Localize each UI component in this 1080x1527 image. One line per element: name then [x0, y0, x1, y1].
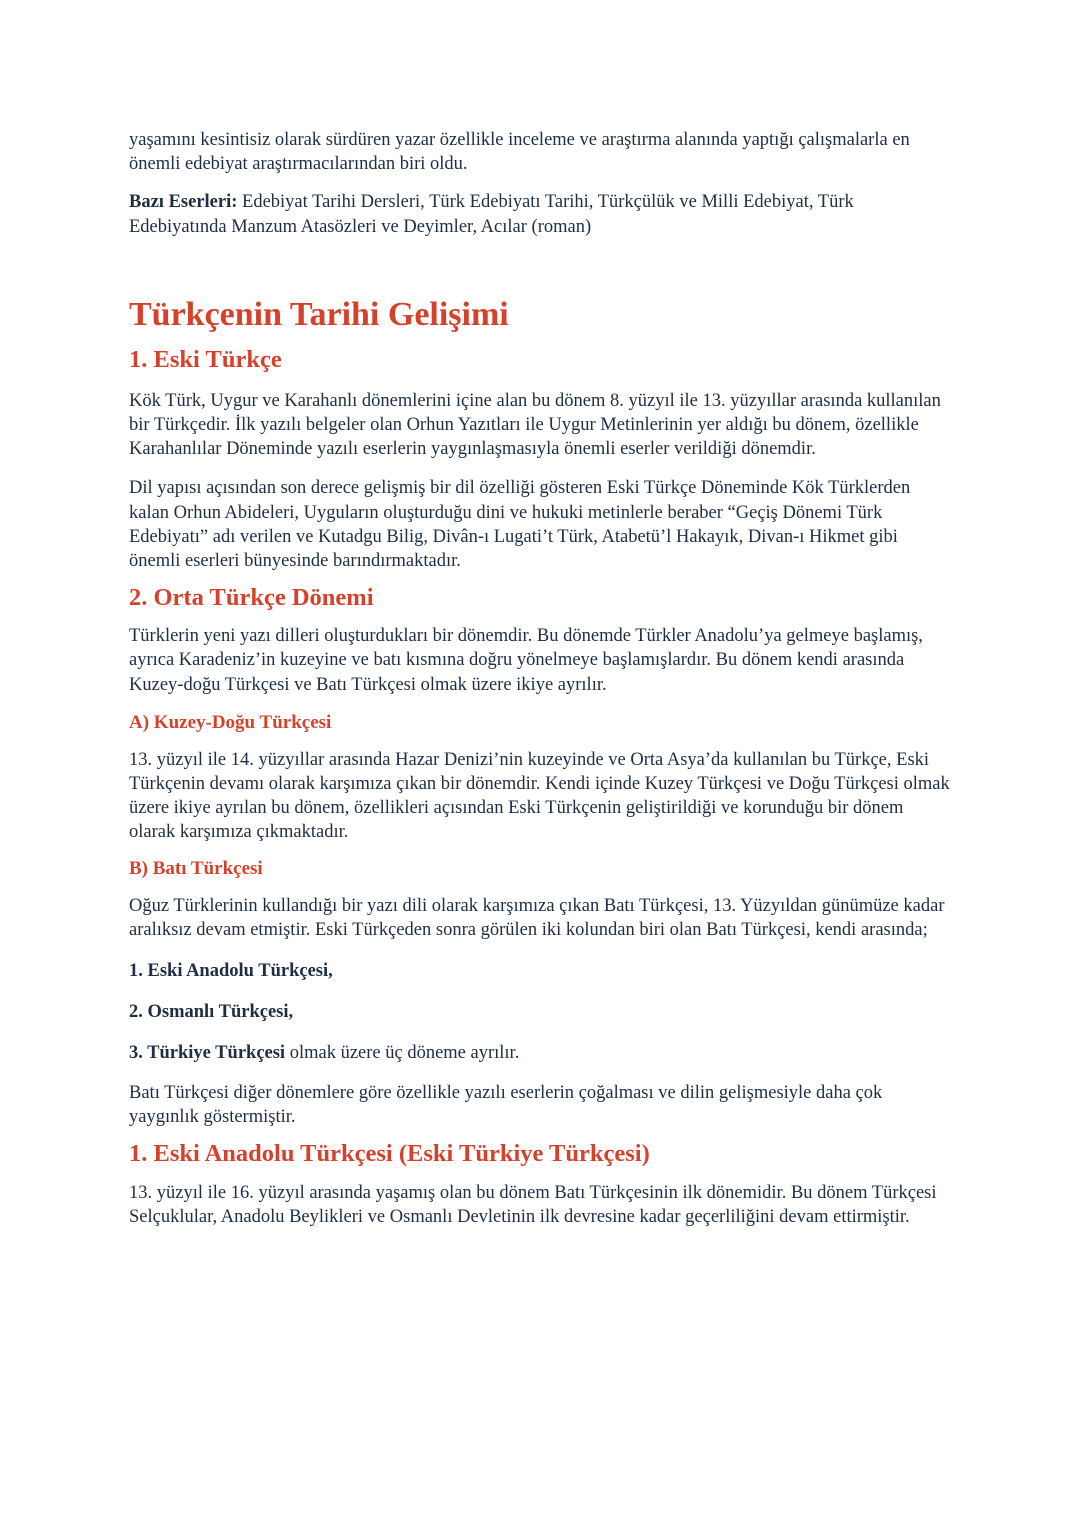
orta-turkce-paragraph: Türklerin yeni yazı dilleri oluşturdukları bir dönemdir. Bu dönemde Türkler Anadolu’ya gelmeye başlamış, ayrıca Karadeniz’in kuzeyine ve batı kısmına doğru yönelmeye başlamışlardır. Bu dönem kendi arasında Kuzey-doğu Türkçesi ve Batı Türkçesi olmak üzere ikiye ayrılır. [129, 626, 923, 695]
works-text: Edebiyat Tarihi Dersleri, Türk Edebiyatı Tarihi, Türkçülük ve Milli Edebiyat, Türk Edebiyatında Manzum Atasözleri ve Deyimler, Acılar (roman) [129, 192, 854, 237]
page-title: Türkçenin Tarihi Gelişimi [129, 295, 509, 333]
eski-turkce-paragraph-1: Kök Türk, Uygur ve Karahanlı dönemlerini içine alan bu dönem 8. yüzyıl ile 13. yüzyıllar arasında kullanılan bir Türkçedir. İlk yazılı belgeler olan Orhun Yazıtları ile Uygur Metinlerinin yer aldığı bu dönem, özellikle Karahanlılar Döneminde yazılı eserlerin yaygınlaşmasıyla önemli eserler verildiği dönemdir. [129, 390, 941, 460]
list-item-1: 1. Eski Anadolu Türkçesi, [129, 961, 333, 982]
subheading-kuzey-dogu: A) Kuzey-Doğu Türkçesi [129, 711, 332, 733]
section-heading-orta-turkce: 2. Orta Türkçe Dönemi [129, 584, 374, 612]
section-heading-eski-turkce: 1. Eski Türkçe [129, 345, 282, 373]
works-label: Bazı Eserleri: [129, 192, 238, 213]
list-item-3-rest: olmak üzere üç döneme ayrılır. [285, 1043, 520, 1064]
eski-turkce-paragraph-2: Dil yapısı açısından son derece gelişmiş bir dil özelliği gösteren Eski Türkçe Döneminde Kök Türklerden kalan Orhun Abideleri, Uyguların oluşturduğu dini ve hukuki metinlerle beraber “Geçiş Dönemi Türk Edebiyatı” adı verilen ve Kutadgu Bilig, Divân-ı Lugati’t Türk, Atabetü’l Hakayık, Divan-ı Hikmet gibi önemli eserleri bünyesinde barındırmaktadır. [129, 478, 911, 572]
bati-turkcesi-paragraph: Oğuz Türklerinin kullandığı bir yazı dili olarak karşımıza çıkan Batı Türkçesi, 13. Yüzyıldan günümüze kadar aralıksız devam etmiştir. Eski Türkçeden sonra görülen iki kolundan biri olan Batı Türkçesi, kendi arasında; [129, 895, 945, 940]
subheading-bati-turkcesi: B) Batı Türkçesi [129, 857, 263, 879]
bati-turkcesi-closing: Batı Türkçesi diğer dönemlere göre özellikle yazılı eserlerin çoğalması ve dilin gelişmesiyle daha çok yaygınlık göstermiştir. [129, 1082, 883, 1127]
section-heading-eski-anadolu: 1. Eski Anadolu Türkçesi (Eski Türkiye Türkçesi) [129, 1140, 650, 1168]
intro-paragraph: yaşamını kesintisiz olarak sürdüren yazar özellikle inceleme ve araştırma alanında yaptığı çalışmalarla en önemli edebiyat araştırmacılarından biri oldu. [129, 130, 910, 175]
list-item-3 [129, 1041, 952, 1065]
list-item-3-bold: 3. Türkiye Türkçesi [129, 1043, 286, 1064]
works-paragraph [129, 190, 952, 238]
kuzey-dogu-paragraph: 13. yüzyıl ile 14. yüzyıllar arasında Hazar Denizi’nin kuzeyinde ve Orta Asya’da kullanılan bu Türkçe, Eski Türkçenin devamı olarak karşımıza çıkan bir dönemdir. Kendi içinde Kuzey Türkçesi ve Doğu Türkçesi olmak üzere ikiye ayrılan bu dönem, özellikleri açısından Eski Türkçenin geliştirildiği ve korunduğu bir dönem olarak karşımıza çıkmaktadır. [129, 749, 950, 843]
list-item-2: 2. Osmanlı Türkçesi, [129, 1002, 294, 1023]
eski-anadolu-paragraph: 13. yüzyıl ile 16. yüzyıl arasında yaşamış olan bu dönem Batı Türkçesinin ilk dönemidir. Bu dönem Türkçesi Selçuklular, Anadolu Beylikleri ve Osmanlı Devletinin ilk devresine kadar geçerliliğini devam ettirmiştir. [129, 1183, 937, 1228]
